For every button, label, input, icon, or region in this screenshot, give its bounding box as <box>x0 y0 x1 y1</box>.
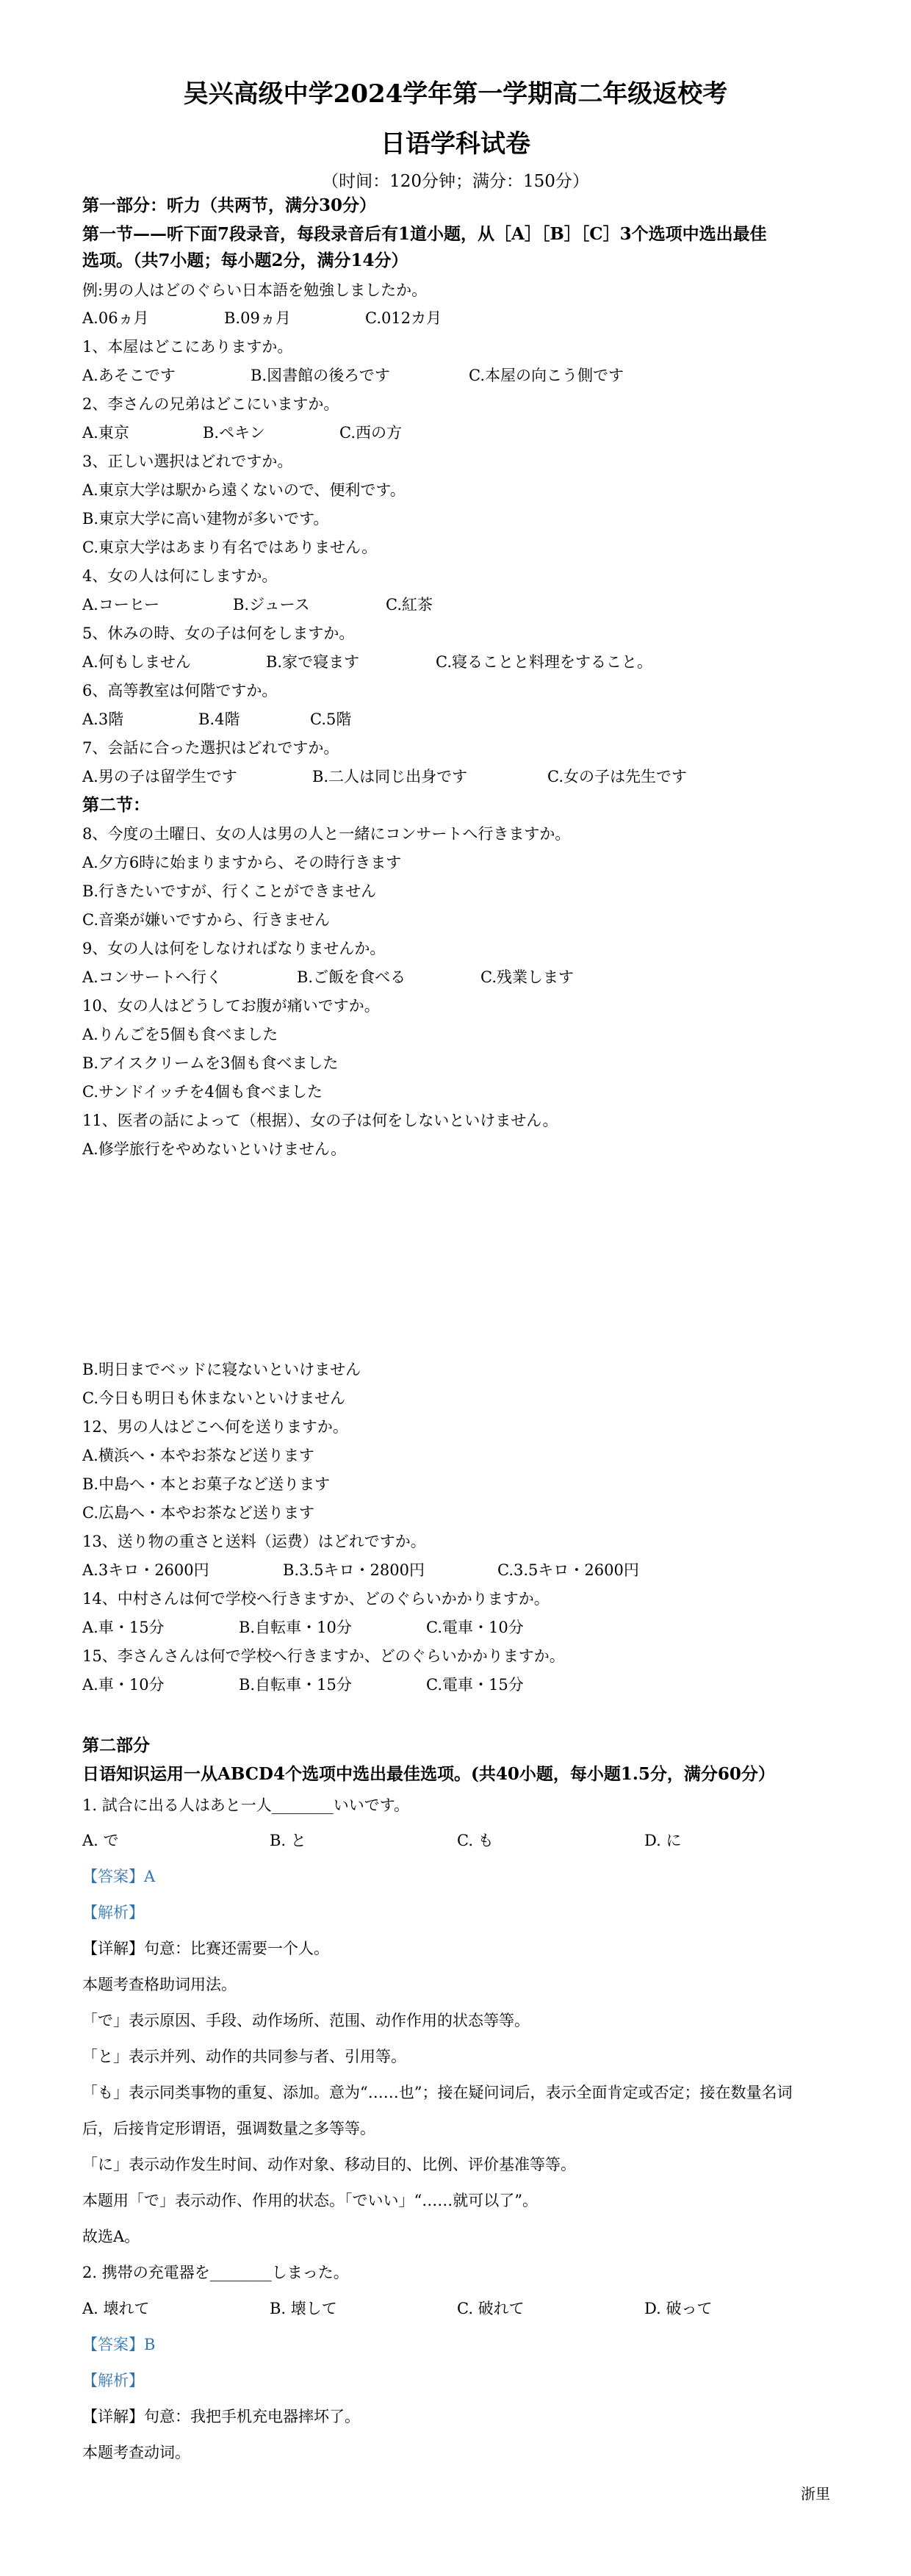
question-14: 14、中村さんは何で学校へ行きますか、どのぐらいかかりますか。 <box>82 1590 550 1608</box>
p2-q2-option-d: D. 破って <box>644 2300 713 2317</box>
question-10: 10、女の人はどうしてお腹が痛いですか。 <box>82 997 380 1015</box>
p2-q1-explain-de: 「で」表示原因、手段、动作场所、范围、动作作用的状态等等。 <box>82 2012 530 2029</box>
p2-q1-option-a: A. で <box>82 1832 119 1849</box>
q5-option-c: C.寝ることと料理をすること。 <box>436 653 652 671</box>
part2-heading: 第二部分 <box>82 1735 150 1755</box>
p2-q1-explain-to: 「と」表示并列、动作的共同参与者、引用等。 <box>82 2048 406 2065</box>
q10-option-b: B.アイスクリームを3個も食べました <box>82 1054 339 1072</box>
q1-option-a: A.あそこです <box>82 367 176 384</box>
q11-option-b: B.明日までベッドに寝ないといけません <box>82 1361 361 1378</box>
section2-heading: 第二节： <box>82 795 150 815</box>
p2-q1-explain-ni: 「に」表示动作发生时间、动作对象、移动目的、比例、评价基准等等。 <box>82 2156 576 2173</box>
q7-option-b: B.二人は同じ出身です <box>312 768 468 785</box>
example-option-b: B.09ヵ月 <box>224 309 291 327</box>
q8-option-c: C.音楽が嫌いですから、行きません <box>82 911 330 929</box>
q6-option-b: B.4階 <box>198 710 240 728</box>
q4-option-c: C.紅茶 <box>386 596 433 614</box>
question-9: 9、女の人は何をしなければなりませんか。 <box>82 940 386 957</box>
part1-heading: 第一部分：听力（共两节，满分30分） <box>82 195 377 215</box>
q12-option-c: C.広島へ・本やお茶など送ります <box>82 1504 314 1522</box>
question-11: 11、医者の話によって（根据）、女の子は何をしないといけません。 <box>82 1112 558 1129</box>
question-3: 3、正しい選択はどれですか。 <box>82 453 293 470</box>
question-2: 2、李さんの兄弟はどこにいますか。 <box>82 395 339 413</box>
question-4: 4、女の人は何にしますか。 <box>82 567 278 585</box>
p2-q1-explain-mo-2: 后，后接肯定形谓语，强调数量之多等等。 <box>82 2120 375 2137</box>
section1-instruction-1: 第一节——听下面7段录音，每段录音后有1道小题，从［A］［B］［C］3个选项中选出最佳 <box>82 224 767 244</box>
p2-q2-analysis-label: 【解析】 <box>82 2372 144 2389</box>
q13-option-a: A.3キロ・2600円 <box>82 1561 209 1579</box>
q11-option-a: A.修学旅行をやめないといけません。 <box>82 1140 347 1158</box>
p2-q1-option-c: C. も <box>457 1832 494 1849</box>
q8-option-b: B.行きたいですが、行くことができません <box>82 882 377 900</box>
q7-option-a: A.男の子は留学生です <box>82 768 237 785</box>
q1-option-b: B.図書館の後ろです <box>251 367 390 384</box>
p2-q2-detail: 【详解】句意：我把手机充电器摔坏了。 <box>82 2408 360 2425</box>
p2-q1-analysis-label: 【解析】 <box>82 1904 144 1921</box>
q13-option-b: B.3.5キロ・2800円 <box>283 1561 425 1579</box>
part2-instruction: 日语知识运用一从ABCD4个选项中选出最佳选项。(共40小题，每小题1.5分，满分60分） <box>82 1764 775 1784</box>
p2-q1-answer: 【答案】A <box>82 1868 156 1885</box>
p2-q2-answer: 【答案】B <box>82 2336 156 2353</box>
question-5: 5、休みの時、女の子は何をしますか。 <box>82 625 355 642</box>
p2-q1-explain-mo-1: 「も」表示同类事物的重复、添加。意为“……也”；接在疑问词后，表示全面肯定或否定；接在数量名词 <box>82 2084 793 2101</box>
q15-option-a: A.車・10分 <box>82 1676 165 1694</box>
q6-option-a: A.3階 <box>82 710 124 728</box>
section1-instruction-2: 选项。（共7小题；每小题2分，满分14分） <box>82 251 408 270</box>
p2-q2-point: 本题考查动词。 <box>82 2444 190 2461</box>
q10-option-a: A.りんごを5個も食べました <box>82 1026 278 1043</box>
q9-option-c: C.残業します <box>480 968 574 986</box>
question-12: 12、男の人はどこへ何を送りますか。 <box>82 1418 348 1436</box>
q14-option-a: A.車・15分 <box>82 1619 165 1636</box>
p2-q2-option-b: B. 壊して <box>270 2300 337 2317</box>
q5-option-a: A.何もしません <box>82 653 191 671</box>
p2-q1-point: 本题考查格助词用法。 <box>82 1976 237 1993</box>
example-option-a: A.06ヵ月 <box>82 309 149 327</box>
p2-q1-option-b: B. と <box>270 1832 306 1849</box>
q7-option-c: C.女の子は先生です <box>547 768 687 785</box>
q14-option-b: B.自転車・10分 <box>239 1619 352 1636</box>
question-6: 6、高等教室は何階ですか。 <box>82 682 278 699</box>
question-13: 13、送り物の重さと送料（运费）はどれですか。 <box>82 1533 426 1550</box>
q2-option-b: B.ペキン <box>203 424 265 442</box>
exam-meta: （时间：120分钟；满分：150分） <box>322 172 589 191</box>
exam-title: 吴兴高级中学2024学年第一学期高二年级返校考 <box>183 79 728 109</box>
q14-option-c: C.電車・10分 <box>426 1619 524 1636</box>
p2-q2-option-c: C. 破れて <box>457 2300 525 2317</box>
q11-option-c: C.今日も明日も休まないといけません <box>82 1389 345 1407</box>
q3-option-a: A.東京大学は駅から遠くないので、便利です。 <box>82 481 406 499</box>
q13-option-c: C.3.5キロ・2600円 <box>497 1561 639 1579</box>
p2-q2-option-a: A. 壊れて <box>82 2300 150 2317</box>
q4-option-b: B.ジュース <box>233 596 310 614</box>
p2-question-1: 1. 試合に出る人はあと一人________いいです。 <box>82 1796 410 1814</box>
question-8: 8、今度の土曜日、女の人は男の人と一緒にコンサートへ行きますか。 <box>82 825 571 843</box>
q12-option-b: B.中島へ・本とお菓子など送ります <box>82 1475 331 1493</box>
example-option-c: C.012カ月 <box>365 309 442 327</box>
q8-option-a: A.夕方6時に始まりますから、その時行きます <box>82 854 402 871</box>
q3-option-c: C.東京大学はあまり有名ではありません。 <box>82 539 378 556</box>
p2-q1-option-d: D. に <box>644 1832 682 1849</box>
q4-option-a: A.コーヒー <box>82 596 160 614</box>
q1-option-c: C.本屋の向こう側です <box>469 367 624 384</box>
q6-option-c: C.5階 <box>310 710 352 728</box>
q2-option-c: C.西の方 <box>339 424 402 442</box>
q2-option-a: A.東京 <box>82 424 129 442</box>
q15-option-c: C.電車・15分 <box>426 1676 524 1694</box>
q3-option-b: B.東京大学に高い建物が多いです。 <box>82 510 329 528</box>
question-1: 1、本屋はどこにありますか。 <box>82 338 293 356</box>
example-question: 例:男の人はどのぐらい日本語を勉強しましたか。 <box>82 281 428 299</box>
p2-q1-usage: 本题用「で」表示动作、作用的状态。「でいい」“……就可以了”。 <box>82 2192 538 2209</box>
p2-question-2: 2. 携帯の充電器を________しまった。 <box>82 2264 349 2281</box>
q5-option-b: B.家で寝ます <box>266 653 360 671</box>
exam-subtitle: 日语学科试卷 <box>381 129 530 159</box>
q9-option-b: B.ご飯を食べる <box>297 968 406 986</box>
q9-option-a: A.コンサートへ行く <box>82 968 222 986</box>
question-7: 7、会話に合った選択はどれですか。 <box>82 739 339 757</box>
p2-q1-detail: 【详解】句意：比赛还需要一个人。 <box>82 1940 329 1957</box>
question-15: 15、李さんさんは何で学校へ行きますか、どのぐらいかかりますか。 <box>82 1647 565 1665</box>
q10-option-c: C.サンドイッチを4個も食べました <box>82 1083 323 1101</box>
page-footer: 浙里 <box>801 2485 830 2503</box>
q15-option-b: B.自転車・15分 <box>239 1676 352 1694</box>
p2-q1-choose: 故选A。 <box>82 2228 140 2245</box>
q12-option-a: A.横浜へ・本やお茶など送ります <box>82 1447 314 1464</box>
